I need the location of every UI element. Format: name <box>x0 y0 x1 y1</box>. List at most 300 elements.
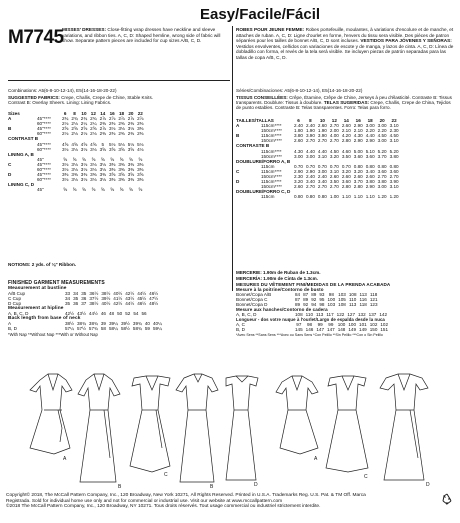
french-fabrics-text: Crêpe, Étamine, Crêpe de Chine, Jerseys à peu d'élasticité. Contraste B: Tissus transparents. Doublure: Tissus à doublure. <box>236 95 452 106</box>
table-cell: 2⅜ <box>137 131 144 137</box>
table-cell: 2.60 <box>329 174 339 180</box>
table-cell: 5.10 <box>365 148 375 154</box>
table-cell: 2⅞ <box>108 116 116 122</box>
table-cell: 39¾ <box>132 321 142 327</box>
english-fabrics-title: SUGGESTED FABRICS: <box>8 95 60 100</box>
spanish-blurb: Vestidos envolventes, ceñidos con variaciones de escote y de manga, y lazos de cinta. A, C, D: Línea de dobladillo con forma, el revés de la tela será visible. Se incluyen piezas de patrón separadas para las tallas de copa A/B, C, D. <box>236 43 454 60</box>
table-cell: 33 <box>65 291 71 296</box>
table-cell: 110 <box>305 312 313 318</box>
table-cell: 3.80 <box>389 153 399 159</box>
row-label: CONTRAST B <box>8 136 39 142</box>
table-cell: ⅝ <box>110 187 115 193</box>
french-blurb: Robes portefeuille, moulantes, à variations d'encolure et de manche, et attaches de ruban. A, C, D: Ligne d'ourlet en forme, l'envers du tissu sera visible. Des pièces de patron séparées pour les tailles de bonnet A/B, C, D sont incluses. <box>236 27 454 44</box>
table-cell: 3⅛ <box>127 126 135 132</box>
table-cell: 99 <box>317 322 323 328</box>
english-fabrics-text: Crepe, Challis, Crepe de Chine, Stable Knits. <box>61 95 154 100</box>
row-label: A/B Cup <box>8 291 26 296</box>
table-cell: 137 <box>368 312 377 318</box>
table-cell: 5.00 <box>353 148 363 154</box>
english-contrast: Contrast B: Overlay Sheers. Lining: Lining Fabrics. <box>8 100 112 106</box>
table-cell: 2.90 <box>353 138 363 144</box>
row-width: 115cm <box>261 163 275 169</box>
row-width: 60"**** <box>37 146 51 152</box>
table-cell: 0.70 <box>341 163 351 169</box>
french-lead: ROBES POUR JEUNE FEMME: <box>236 27 305 32</box>
table-cell: 42½ <box>113 301 123 307</box>
row-width: 115cm**** <box>261 123 282 129</box>
table-cell: 38¾ <box>76 321 86 327</box>
size-header-cell: 12 <box>331 118 337 123</box>
table-cell: 146 <box>305 327 314 333</box>
table-cell: ⅝ <box>129 187 133 193</box>
table-cell: 101 <box>359 322 367 328</box>
table-cell: 2.70 <box>389 174 399 180</box>
table-cell: 3⅜ <box>71 172 78 178</box>
table-cell: 2⅞ <box>127 116 135 122</box>
french-combinations: Séries/Combinaciones: A5(6-8-10-12-14), E5(14-16-18-20-22) <box>236 88 363 93</box>
footer-line-3: ©2018 The McCall Pattern Company, Inc., 120 Broadway, NY 10271. Tous droits réservés. Tout usage commercial ou industriel strictement interdite. <box>6 504 321 510</box>
table-cell: ⅝ <box>119 187 124 193</box>
table-cell: 3⅛ <box>90 177 97 183</box>
table-cell: 0.80 <box>365 163 375 169</box>
table-cell: 5.20 <box>389 148 399 154</box>
table-cell: 2.70 <box>329 184 339 190</box>
row-width: 150cm**** <box>261 184 282 190</box>
row-width: 60"**** <box>37 131 51 137</box>
table-cell: 2.80 <box>341 138 351 144</box>
table-cell: 59¼ <box>152 326 162 332</box>
table-cell: 3⅝ <box>108 172 116 178</box>
row-width: 60"**** <box>37 121 51 127</box>
table-cell: 127 <box>347 312 355 318</box>
table-cell: 39 <box>100 321 106 327</box>
table-cell: 50 <box>117 311 123 317</box>
table-cell: 3⅛ <box>62 161 69 167</box>
table-cell: 40 <box>144 321 150 327</box>
table-cell: 48 <box>108 311 115 317</box>
table-cell: 4.50 <box>377 133 387 139</box>
row-width: 60"**** <box>37 167 51 173</box>
table-cell: 4.40 <box>305 148 315 154</box>
table-cell: 116 <box>359 297 367 303</box>
table-cell: 2.10 <box>341 128 351 134</box>
table-cell: 34 <box>73 291 79 296</box>
table-cell: 39½ <box>120 321 130 327</box>
size-header-cell: 14 <box>343 118 349 123</box>
table-cell: 3⅝ <box>108 146 116 152</box>
table-cell: 3.80 <box>294 133 303 139</box>
table-cell: 103 <box>327 302 336 308</box>
table-cell: 48½ <box>149 301 159 307</box>
table-cell: 2.60 <box>294 184 303 190</box>
table-cell: 89 <box>311 292 317 297</box>
table-cell: 103 <box>338 292 346 297</box>
table-cell: 40½ <box>101 301 111 307</box>
table-cell: 2.30 <box>389 128 399 134</box>
table-cell: 3⅜ <box>90 172 97 178</box>
row-width: 45"**** <box>37 126 51 132</box>
table-cell: 5 <box>101 141 105 147</box>
table-cell: 3⅛ <box>108 126 116 132</box>
table-cell: 45½ <box>137 296 147 302</box>
english-footnote: *With Nap **Without Nap ***With or Without Nap <box>8 331 98 337</box>
spanish-fabrics-text: Crepe, Challis, Crepe de China, Tejidos de punto estables. Contraste B: Telas transparentes. Forro: Telas para forro. <box>236 100 451 111</box>
table-cell: 5⅛ <box>127 141 135 147</box>
table-cell: 147 <box>316 327 325 333</box>
table-cell: 2⅜ <box>99 121 106 127</box>
table-cell: 92 <box>303 302 309 308</box>
table-cell: 2.70 <box>305 184 315 190</box>
table-cell: 3⅛ <box>90 146 97 152</box>
table-cell: 3⅝ <box>137 172 144 178</box>
table-row <box>236 194 400 199</box>
table-cell: 34 <box>65 296 71 302</box>
table-cell: 122 <box>336 312 345 318</box>
table-cell: 1.80 <box>294 128 303 134</box>
french-back-title: Longueur - dos votre nuque à l'ourlet/Largo de espalda desde la nuca <box>236 317 385 323</box>
english-yardage-table <box>8 111 145 193</box>
table-cell: 36½ <box>89 291 99 296</box>
table-cell: 93 <box>319 292 325 297</box>
table-cell: 3⅛ <box>80 177 88 183</box>
row-width: 115cm**** <box>261 133 282 139</box>
table-cell: ⅝ <box>72 156 77 162</box>
row-width: 45" <box>37 187 44 193</box>
table-cell: 3.90 <box>317 133 327 139</box>
table-cell: 87 <box>295 297 301 303</box>
table-cell: 89 <box>303 297 309 303</box>
view-label-d-right: D <box>426 482 430 488</box>
row-label: Bonnet/Copa D <box>236 302 268 308</box>
footer <box>6 493 454 510</box>
table-cell: 0.80 <box>305 194 315 200</box>
table-cell: 99 <box>328 322 334 328</box>
table-cell: 0.70 <box>317 163 327 169</box>
table-cell: 2⅜ <box>118 121 125 127</box>
table-cell: 44½ <box>88 311 98 317</box>
view-label-b-back: B <box>210 484 214 490</box>
table-cell: 3.60 <box>389 168 399 174</box>
table-cell: 2⅝ <box>71 126 78 132</box>
table-cell: 46 <box>100 311 106 317</box>
table-cell: ⅝ <box>63 156 68 162</box>
table-cell: 2¼ <box>90 121 97 127</box>
table-cell: 37½ <box>89 296 99 302</box>
table-cell: 3⅝ <box>127 172 135 178</box>
table-cell: 2.80 <box>341 184 351 190</box>
table-cell: 4.50 <box>329 148 339 154</box>
table-cell: 2⅜ <box>108 131 116 137</box>
table-cell: 3⅛ <box>99 177 106 183</box>
row-width: 45" <box>37 156 44 162</box>
table-cell: 2⅝ <box>80 126 88 132</box>
table-cell: 4.00 <box>329 133 339 139</box>
table-cell: 2.40 <box>317 174 327 180</box>
table-cell: 150 <box>369 327 378 333</box>
table-cell: 3⅜ <box>137 167 144 173</box>
french-notions: MERCERIE: 1.90m de Ruban de 1.3cm. <box>236 270 321 275</box>
table-cell: 2.70 <box>377 174 387 180</box>
table-cell: 2.60 <box>353 174 363 180</box>
table-cell: 3.50 <box>329 179 339 185</box>
table-cell: 2.60 <box>341 174 351 180</box>
table-cell: 3.10 <box>317 153 327 159</box>
table-cell: 2⅜ <box>118 131 125 137</box>
table-cell: 2.40 <box>294 123 303 129</box>
table-cell: 3.90 <box>389 179 399 185</box>
table-cell: 57¾ <box>88 326 98 332</box>
table-cell: 3⅛ <box>80 167 88 173</box>
size-header-cell: 22 <box>391 118 397 123</box>
table-cell: 37 <box>81 301 87 307</box>
table-cell: 2⅞ <box>118 116 125 122</box>
table-cell: 36 <box>73 301 79 307</box>
table-cell: 46½ <box>149 291 159 296</box>
table-cell: 3⅝ <box>127 146 135 152</box>
row-label: B, D <box>236 327 245 333</box>
technical-drawings <box>0 368 460 490</box>
table-cell: 118 <box>370 292 378 297</box>
table-cell: 3.50 <box>341 153 351 159</box>
table-cell: 38½ <box>65 321 74 327</box>
size-header-cell: 8 <box>309 118 312 123</box>
table-cell: 113 <box>316 312 324 318</box>
table-cell: 58¼ <box>108 326 118 332</box>
table-cell: 3⅝ <box>118 146 125 152</box>
table-cell: 3.10 <box>389 138 399 144</box>
table-cell: 57½ <box>76 326 86 332</box>
table-cell: 38½ <box>89 301 99 307</box>
table-cell: 3⅝ <box>99 146 106 152</box>
table-cell: 3⅜ <box>118 167 125 173</box>
french-fabrics <box>236 95 456 110</box>
table-cell: 3⅜ <box>108 177 116 183</box>
row-label: B <box>8 126 12 132</box>
table-row <box>8 187 145 192</box>
table-cell: 5⅛ <box>108 141 116 147</box>
table-cell: 4.40 <box>317 148 327 154</box>
table-cell: 3⅛ <box>80 146 88 152</box>
size-header-cell: 22 <box>137 111 143 116</box>
table-cell: 113 <box>359 292 367 297</box>
size-header-cell: 6 <box>63 111 67 116</box>
size-header-cell: 18 <box>367 118 373 123</box>
table-cell: 2.40 <box>305 174 315 180</box>
row-label: LINING A, B <box>8 151 34 157</box>
view-label-c: C <box>164 472 168 478</box>
table-cell: 58 <box>100 326 106 332</box>
size-header-cell: 12 <box>90 111 96 116</box>
size-header-cell: 20 <box>379 118 385 123</box>
column-divider <box>232 26 233 291</box>
table-cell: 2⅛ <box>80 131 88 137</box>
table-cell: 2⅛ <box>62 131 69 137</box>
view-label-c-right: C <box>364 474 368 480</box>
table-cell: 1.90 <box>317 128 327 134</box>
table-cell: ⅝ <box>138 187 143 193</box>
table-cell: 98 <box>328 292 334 297</box>
table-cell: 3.60 <box>365 153 375 159</box>
table-cell: 113 <box>349 302 357 308</box>
row-label: A, C <box>236 322 245 328</box>
row-label: C <box>236 168 240 174</box>
english-measurements-title: FINISHED GARMENT MEASUREMENTS <box>8 280 105 286</box>
table-cell: ⅝ <box>63 187 68 193</box>
footer-line-2: Registrada. Sold for individual home use only and not for commercial or industrial use. Visit our website at www.mccallpattern.com <box>6 498 283 504</box>
table-cell: 2⅜ <box>99 131 106 137</box>
table-cell: 3.20 <box>341 168 351 174</box>
table-cell: 2.00 <box>329 128 339 134</box>
french-bust-title: Mesure à la poitrine/Contorno de busto <box>236 287 324 292</box>
view-c-front-drawing <box>130 376 170 472</box>
table-cell: 3⅜ <box>137 177 144 183</box>
table-cell: 1.10 <box>341 194 351 200</box>
table-cell: 3⅛ <box>62 177 69 183</box>
table-cell: 5⅛ <box>137 141 144 147</box>
table-cell: 3.60 <box>341 179 351 185</box>
table-cell: 2⅜ <box>127 121 135 127</box>
size-header-cell: 16 <box>355 118 361 123</box>
table-cell: 2.90 <box>365 138 375 144</box>
table-cell: 41½ <box>113 296 123 302</box>
table-cell: 3⅜ <box>118 161 125 167</box>
table-cell: 4⅝ <box>62 141 69 147</box>
english-back-title: Back length from base of neck <box>8 316 81 322</box>
table-cell: ⅝ <box>138 156 143 162</box>
row-label: A <box>236 123 240 129</box>
row-label: B <box>236 133 240 139</box>
view-label-b: B <box>118 484 122 490</box>
table-cell: 2¾ <box>90 116 97 122</box>
table-cell: 4.30 <box>294 148 303 154</box>
table-cell: 3⅛ <box>62 146 69 152</box>
table-cell: 58½ <box>120 326 130 332</box>
table-cell: 84 <box>295 292 301 297</box>
french-measurements-title: MESURES DU VÊTEMENT FINI/MEDIDAS DE LA PRENDA ACABADA <box>236 282 391 287</box>
row-label: D <box>8 172 12 178</box>
table-cell: 46½ <box>137 301 147 307</box>
table-cell: ⅝ <box>91 156 96 162</box>
row-label: CONTRASTE B <box>236 143 270 149</box>
table-cell: 3⅝ <box>118 172 125 178</box>
table-cell: 151 <box>380 327 389 333</box>
table-cell: 3.00 <box>365 123 375 129</box>
table-cell: 47½ <box>149 296 159 302</box>
table-cell: 3⅜ <box>127 161 135 167</box>
table-cell: 35 <box>81 291 87 296</box>
table-cell: 0.70 <box>329 163 339 169</box>
row-label: C Cup <box>8 296 22 302</box>
row-width: 115cm <box>261 194 275 200</box>
recycle-icon <box>440 492 454 506</box>
table-cell: 38¾ <box>88 321 98 327</box>
table-cell: 39½ <box>101 296 111 302</box>
table-cell: 89 <box>295 302 301 308</box>
table-cell: ⅝ <box>100 187 105 193</box>
row-label <box>8 187 36 192</box>
table-cell: 3⅜ <box>118 177 125 183</box>
view-label-a-right: A <box>314 456 318 462</box>
table-cell: 2.70 <box>317 138 327 144</box>
view-label-d-back: D <box>254 482 258 488</box>
row-width: 150cm**** <box>261 153 282 159</box>
table-cell: 2.70 <box>329 138 339 144</box>
table-cell: 2.80 <box>353 184 363 190</box>
table-cell: 3⅜ <box>80 172 88 178</box>
size-header-label: Sizes <box>8 111 20 116</box>
french-spanish-description <box>236 27 456 61</box>
table-cell: 3.60 <box>377 168 387 174</box>
table-cell: 100 <box>337 322 346 328</box>
row-width: 45"**** <box>37 172 51 178</box>
english-combinations: Combinations: A5(6-8-10-12-14), E5(14-16-18-20-22) <box>8 88 117 93</box>
table-cell: 3⅜ <box>127 167 135 173</box>
table-cell: 40½ <box>113 291 123 296</box>
english-blurb: Close-fitting wrap dresses have neckline and sleeve variations, and ribbon ties. A, C, D: Shaped hemline, wrong side of fabric will show. Separate pattern pieces are included for cup sizes A/B, C, D. <box>62 27 221 44</box>
english-fabrics <box>8 95 230 105</box>
size-header-cell: 16 <box>109 111 115 116</box>
row-width: 150cm**** <box>261 128 282 134</box>
table-cell: 0.70 <box>305 163 315 169</box>
table-cell: 2.40 <box>305 123 315 129</box>
table-cell: 3⅛ <box>90 161 97 167</box>
table-cell: 58¾ <box>132 326 142 332</box>
row-label: LINING C, D <box>8 182 35 188</box>
size-header-cell: 6 <box>297 118 300 123</box>
table-cell: 2.60 <box>317 123 327 129</box>
pattern-number: M7745 <box>8 27 64 48</box>
table-cell: 1.00 <box>329 194 339 200</box>
table-cell: 142 <box>379 312 388 318</box>
table-cell: 100 <box>348 322 357 328</box>
view-d-back-drawing <box>226 376 258 480</box>
size-header-cell: 14 <box>100 111 106 116</box>
row-label: Bonnet/Copa C <box>236 297 268 303</box>
table-cell: 3⅛ <box>62 167 69 173</box>
table-cell: 87 <box>303 292 309 297</box>
table-cell: 57¼ <box>65 326 74 332</box>
table-cell: 0.80 <box>353 163 363 169</box>
table-cell: 3.40 <box>365 168 375 174</box>
table-cell: 2.60 <box>365 174 375 180</box>
table-cell: 2⅜ <box>137 121 144 127</box>
french-hip-title: Mesure aux hanches/Contorno de cadera <box>236 307 328 313</box>
table-cell: 3⅜ <box>137 126 144 132</box>
table-cell: 35 <box>73 296 79 302</box>
table-cell: 1.20 <box>377 194 387 200</box>
view-b-front-drawing <box>78 374 120 482</box>
table-cell: 2.20 <box>365 128 375 134</box>
table-cell: 35 <box>65 301 71 307</box>
table-cell: 4⅝ <box>90 141 97 147</box>
table-cell: 3.20 <box>294 179 303 185</box>
table-cell: 3⅛ <box>71 146 78 152</box>
footer-copyright: Copyright© 2018, The McCall Pattern Company, Inc., 120 Broadway, New York 10271, All Rights Reserved. Printed in U.S.A. Trademarks Reg. U.S. Pat. & TM Off. Marca <box>6 493 366 498</box>
table-cell: 4⅝ <box>80 141 88 147</box>
table-cell: 3⅛ <box>80 161 88 167</box>
table-cell: 118 <box>359 302 367 308</box>
table-cell: 3⅛ <box>99 161 106 167</box>
row-label: DOUBLURE/FORRO C, D <box>236 189 291 195</box>
table-cell: 2⅞ <box>137 116 144 122</box>
difficulty-label: Easy/Facile/Fácil <box>200 6 321 23</box>
row-label: A, B, C, D <box>8 311 29 317</box>
table-cell: 3.20 <box>329 153 339 159</box>
table-cell: 2⅛ <box>90 131 97 137</box>
table-cell: 97 <box>296 322 302 328</box>
french-yardage-table <box>236 118 400 200</box>
table-cell: ⅝ <box>119 156 124 162</box>
